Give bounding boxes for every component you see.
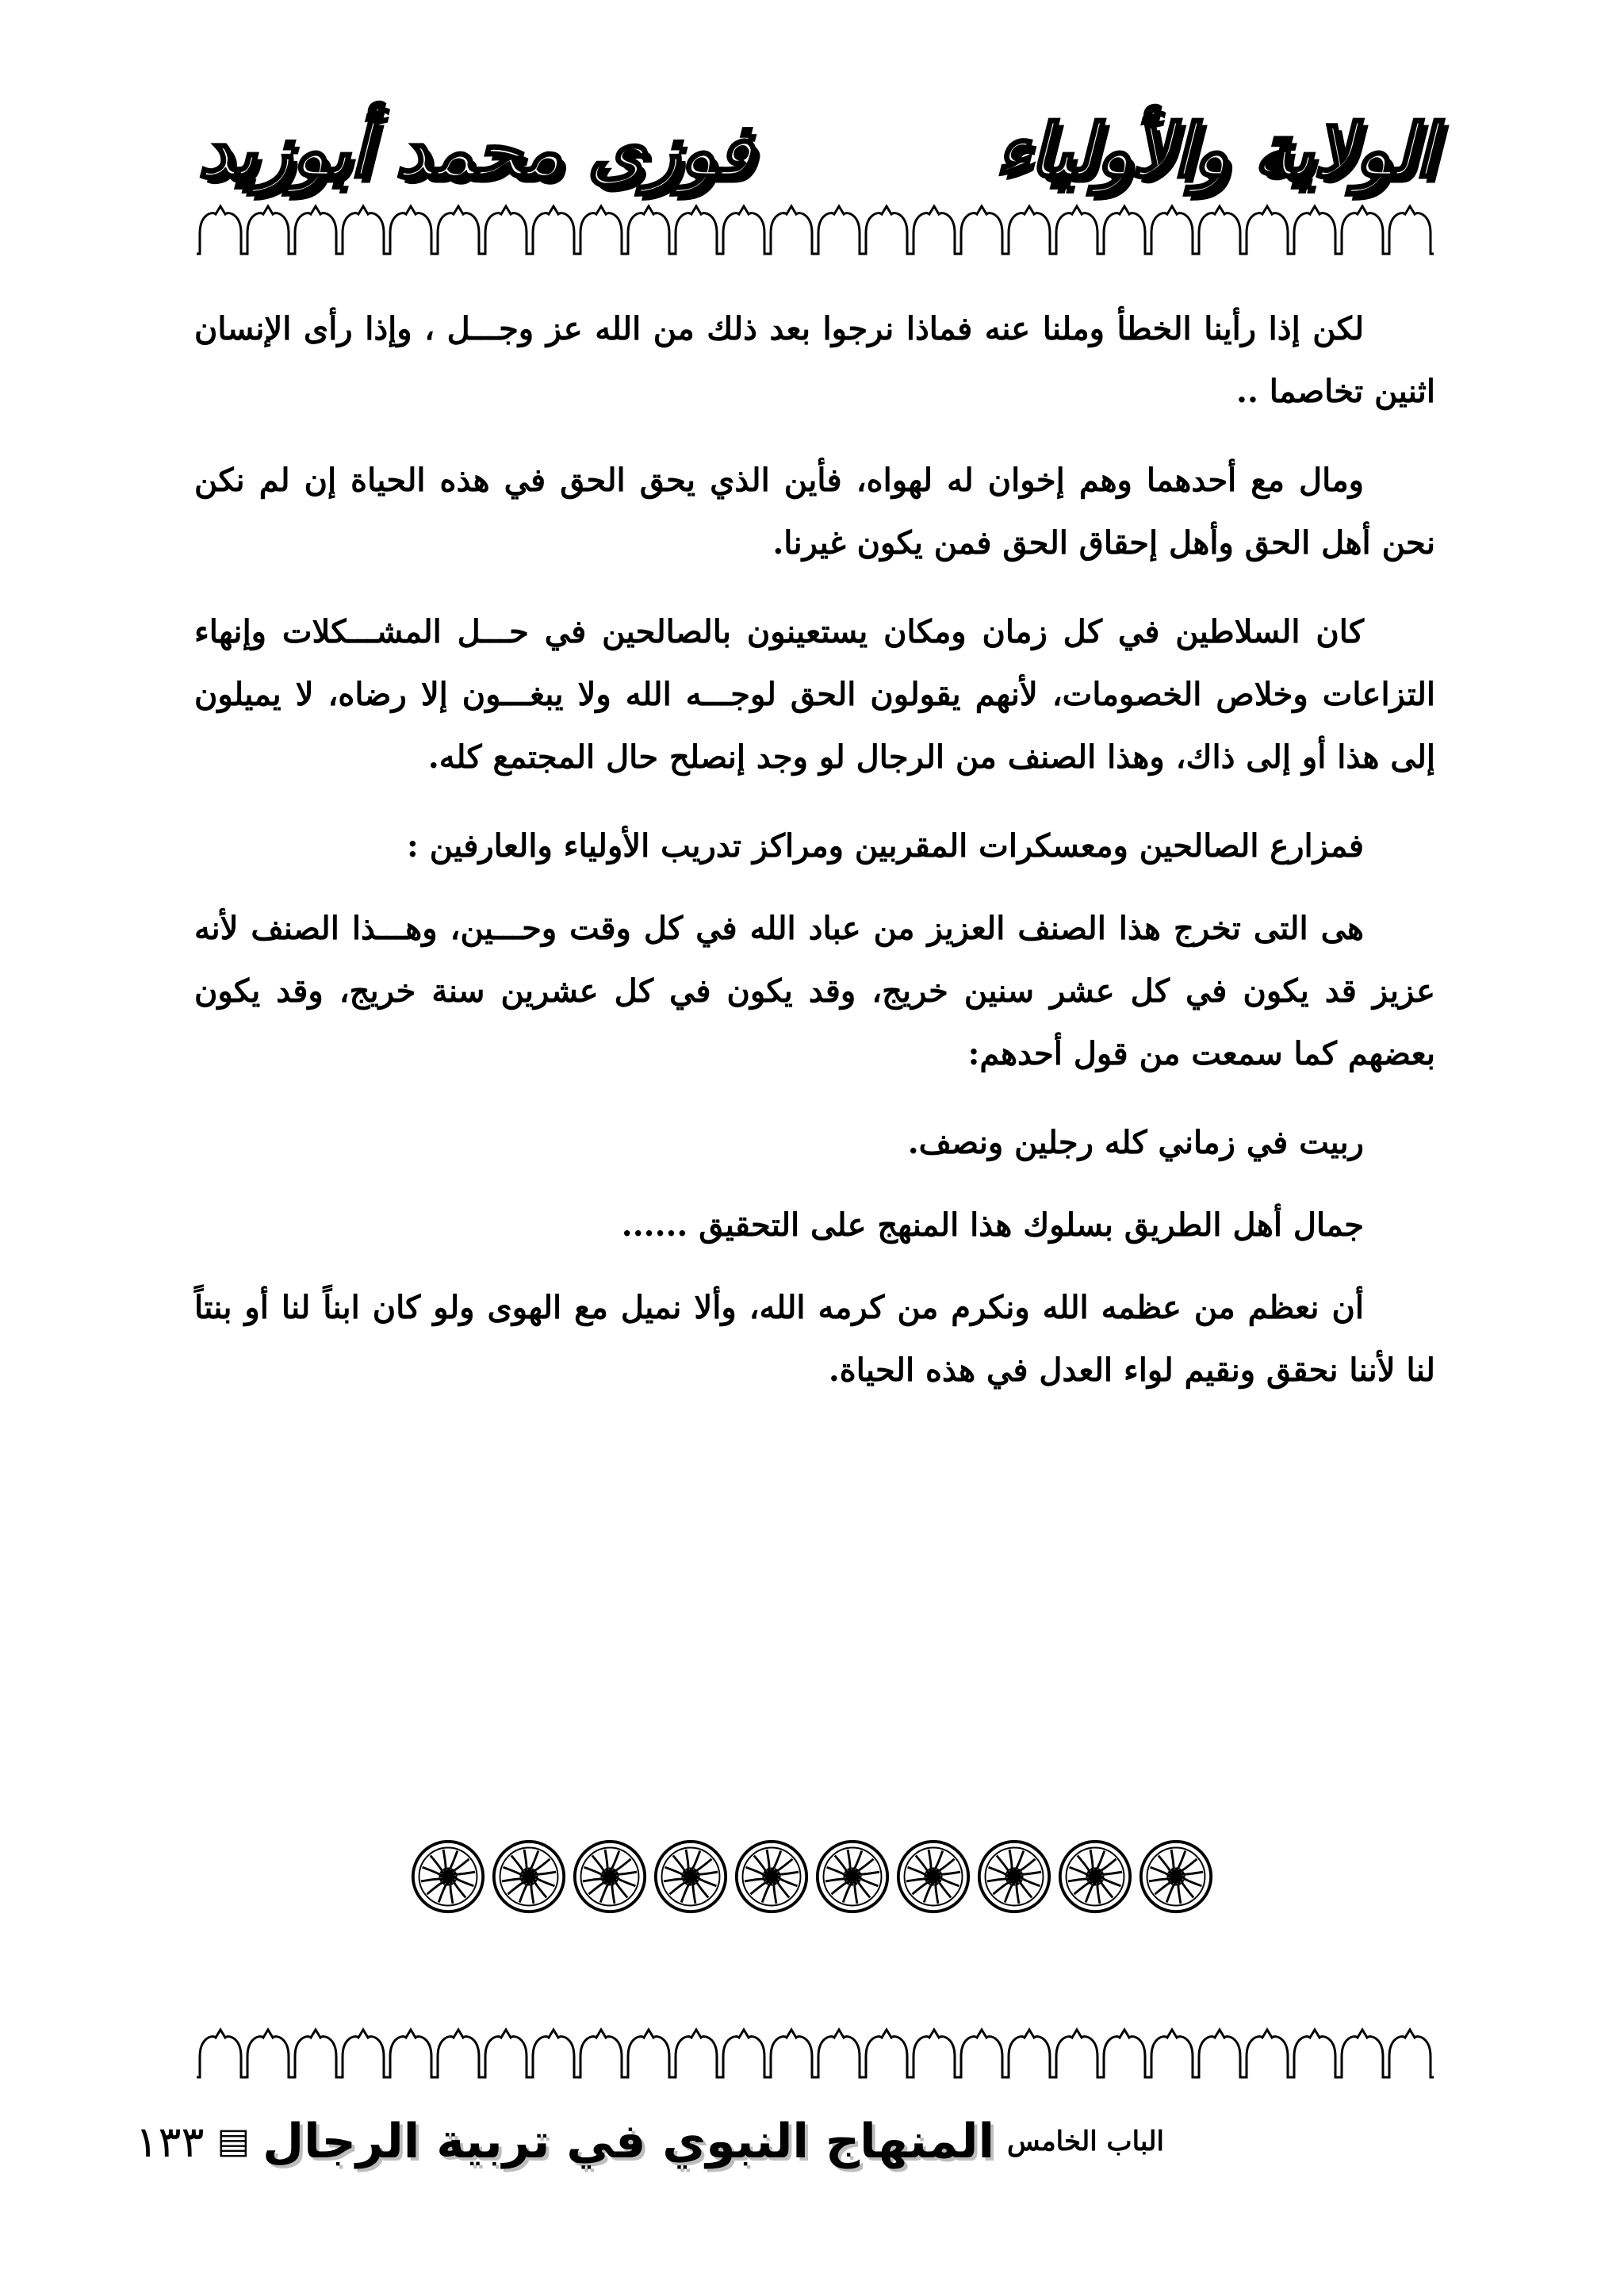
book-title: الولاية والأولياء (995, 108, 1435, 194)
calligraphy-roundel-icon (653, 1839, 729, 1915)
author-name: فوزى محمد أبوزيد (198, 108, 753, 194)
paragraph-1: لكن إذا رأينا الخطأ وملنا عنه فماذا نرجوا بعد ذلك من الله عز وجـــل ، وإذا رأى الإنسان اثنين تخاصما .. (194, 310, 1435, 410)
paragraph-7: جمال أهل الطريق بسلوك هذا المنهج على التحقيق ...... (621, 1206, 1364, 1244)
paragraph-6: ربيت في زماني كله رجلين ونصف. (907, 1124, 1364, 1161)
chapter-title: المنهاج النبوي في تربية الرجال (262, 2114, 995, 2169)
body-text (194, 297, 1435, 1428)
paragraph-3: كان السلاطين في كل زمان ومكان يستعينون بالصالحين في حـــل المشـــكلات وإنهاء التزاعات وخلاص الخصومات، لأنهم يقولون الحق لوجـــه الله ولا يبغـــون إلا رضاه، لا يميلون إلى هذا أو إلى ذاك، وهذا الصنف من الرجال لو وجد إنصلح حال المجتمع كله. (194, 613, 1435, 776)
page-header (198, 103, 1435, 198)
page-number: ١٣٣ (135, 2116, 205, 2167)
page-footer (136, 2102, 1165, 2181)
paragraph-8: أن نعظم من عظمه الله ونكرم من كرمه الله، وألا نميل مع الهوى ولو كان ابناً لنا أو بنتاً لنا لأننا نحقق ونقيم لواء العدل في هذه الحياة. (194, 1289, 1435, 1389)
calligraphy-roundel-icon (1138, 1839, 1214, 1915)
calligraphy-roundel-icon (895, 1839, 971, 1915)
calligraphy-roundel-icon (733, 1839, 810, 1915)
paragraph-5: هى التى تخرج هذا الصنف العزيز من عباد الله في كل وقت وحـــين، وهـــذا الصنف لأنه عزيز قد يكون في كل عشر سنين خريج، وقد يكون في كل عشرين سنة خريج، وقد يكون بعضهم كما سمعت من قول أحدهم: (194, 910, 1435, 1072)
paragraph-4: فمزارع الصالحين ومعسكرات المقربين ومراكز تدريب الأولياء والعارفين : (407, 827, 1364, 865)
calligraphy-roundel-icon (814, 1839, 891, 1915)
calligraphy-roundel-icon (572, 1839, 648, 1915)
document-lines-icon: ▤ (216, 2121, 251, 2161)
paragraph-2: ومال مع أحدهما وهم إخوان له لهواه، فأين الذي يحق الحق في هذه الحياة إن لم نكن نحن أهل الحق وأهل إحقاق الحق فمن يكون غيرنا. (194, 462, 1435, 562)
calligraphy-roundel-icon (1057, 1839, 1133, 1915)
calligraphy-roundel-icon (976, 1839, 1052, 1915)
ornament-row (0, 1839, 1624, 1926)
calligraphy-roundel-icon (410, 1839, 486, 1915)
arch-border-bottom (197, 2027, 1434, 2082)
arch-border-top (197, 203, 1434, 259)
chapter-label: الباب الخامس (1007, 2126, 1164, 2157)
calligraphy-roundel-icon (491, 1839, 567, 1915)
